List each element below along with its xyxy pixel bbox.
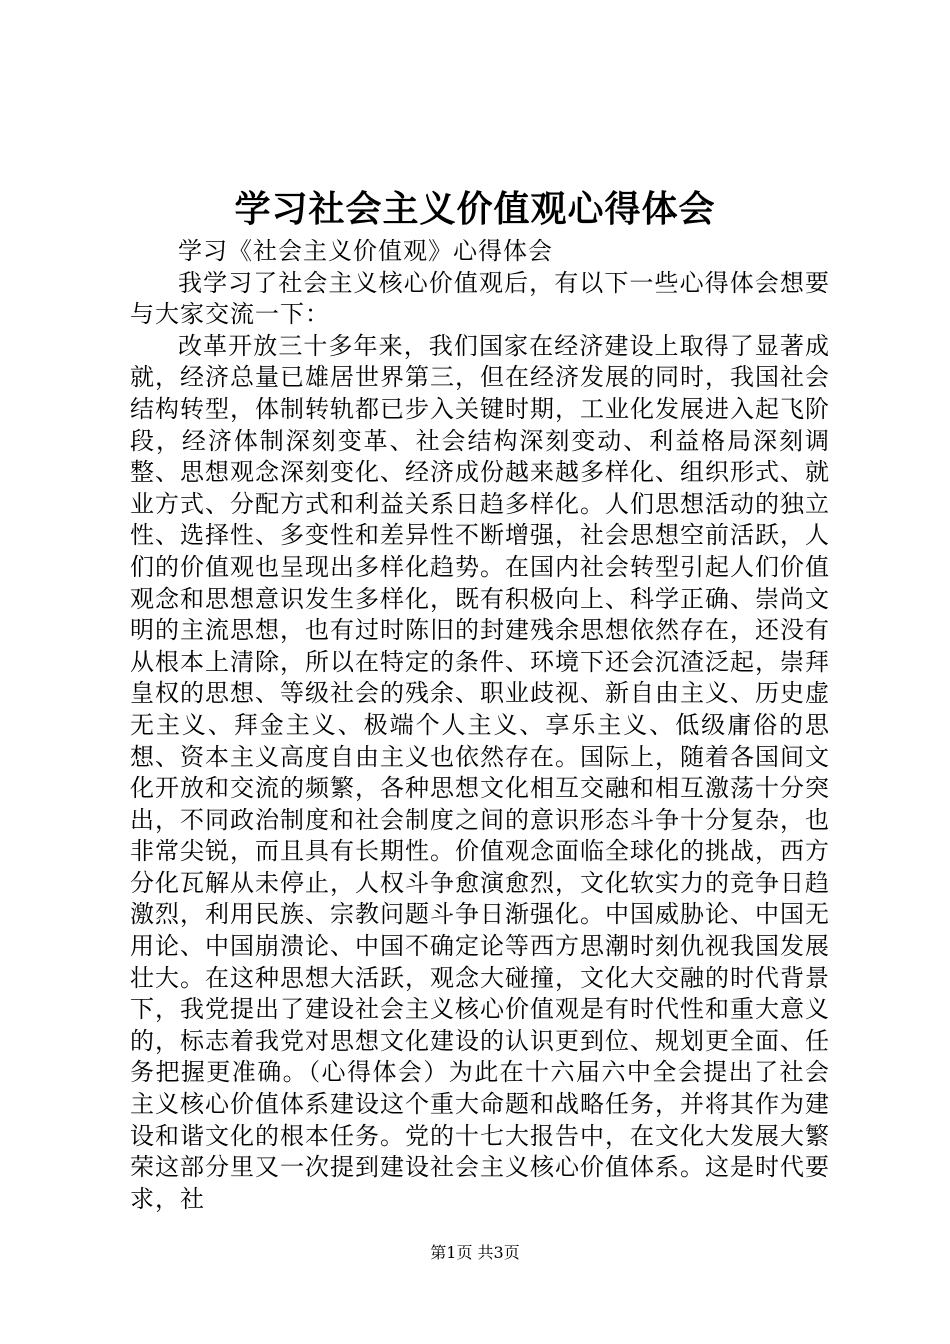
paragraph-subtitle: 学习《社会主义价值观》心得体会 xyxy=(178,237,553,265)
paragraph-intro: 我学习了社会主义核心价值观后，有以下一些心得体会想要与大家交流一下： xyxy=(130,268,830,329)
page-footer: 第1页 共3页 xyxy=(430,1243,520,1262)
paragraph-main: 改革开放三十多年来，我们国家在经济建设上取得了显著成就，经济总量已雄居世界第三，但在经济发展的同时，我国社会结构转型，体制转轨都已步入关键时期，工业化发展进入起飞阶段，经济体制深刻变革、社会结构深刻变动、利益格局深刻调整、思想观念深刻变化、经济成份越来越多样化、组织形式、就业方式、分配方式和利益关系日趋多样化。人们思想活动的独立性、选择性、多变性和差异性不断增强，社会思想空前活跃，人们的价值观也呈现出多样化趋势。在国内社会转型引起人们价值观念和思想意识发生多样化，既有积极向上、科学正确、崇尚文明的主流思想，也有过时陈旧的封建残余思想依然存在，还没有从根本上清除，所以在特定的条件、环境下还会沉渣泛起，崇拜皇权的思想、等级社会的残余、职业歧视、新自由主义、历史虚无主义、拜金主义、极端个人主义、享乐主义、低级庸俗的思想、资本主义高度自由主义也依然存在。国际上，随着各国间文化开放和交流的频繁，各种思想文化相互交融和相互激荡十分突出，不同政治制度和社会制度之间的意识形态斗争十分复杂，也非常尖锐，而且具有长期性。价值观念面临全球化的挑战，西方分化瓦解从未停止，人权斗争愈演愈烈，文化软实力的竞争日趋激烈，利用民族、宗教问题斗争日渐强化。中国威胁论、中国无用论、中国崩溃论、中国不确定论等西方思潮时刻仇视我国发展壮大。在这种思想大活跃，观念大碰撞，文化大交融的时代背景下，我党提出了建设社会主义核心价值观是有时代性和重大意义的，标志着我党对思想文化建设的认识更到位、规划更全面、任务把握更准确。（心得体会）为此在十六届六中全会提出了社会主义核心价值体系建设这个重大命题和战略任务，并将其作为建设和谐文化的根本任务。党的十七大报告中，在文化大发展大繁荣这部分里又一次提到建设社会主义核心价值体系。这是时代要求，社 xyxy=(130,331,830,1213)
document-body xyxy=(130,236,830,1215)
document-title: 学习社会主义价值观心得体会 xyxy=(234,188,716,230)
